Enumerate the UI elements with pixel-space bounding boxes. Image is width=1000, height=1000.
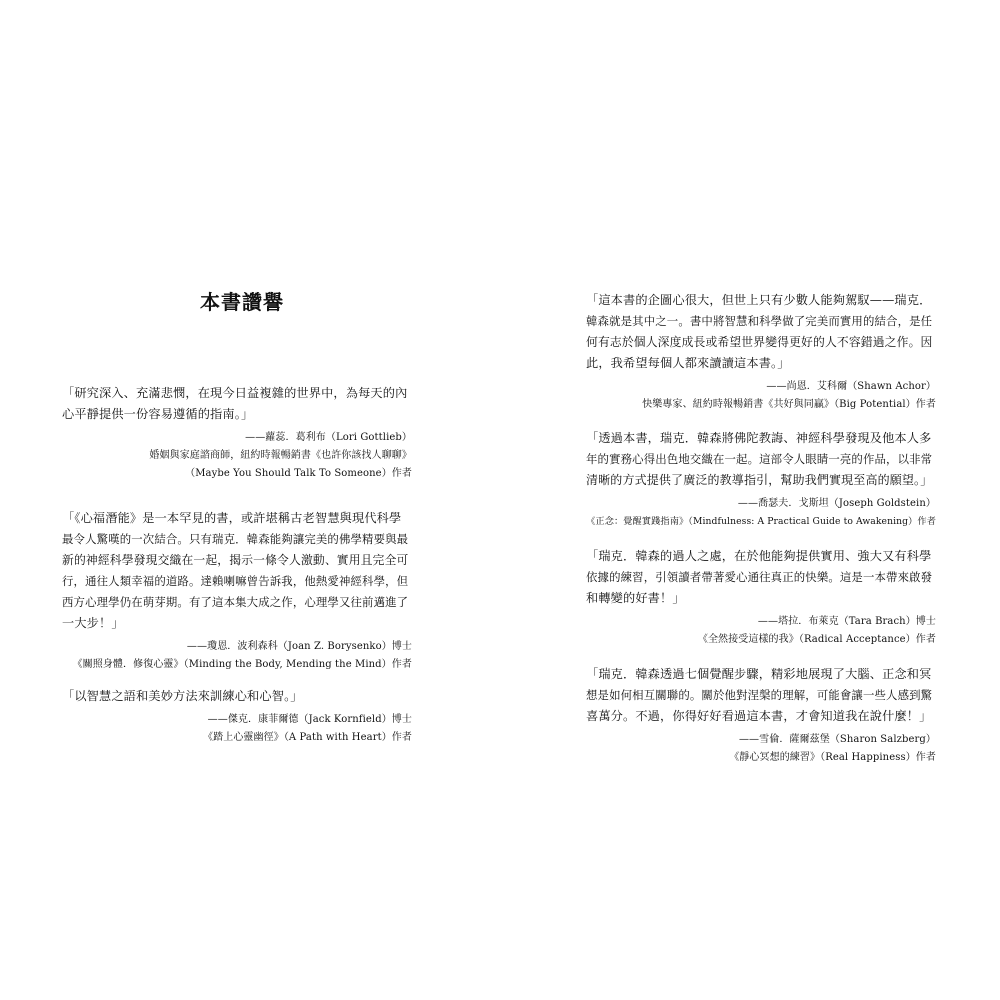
endorsement-gottlieb	[62, 383, 412, 483]
quote-line: 喜萬分。不過，你得好好看過這本書，才會知道我在說什麼！」	[586, 709, 932, 723]
quote-line: 依據的練習，引領讀者帶著愛心通往真正的快樂。這是一本帶來啟發	[586, 570, 933, 584]
attribution-credit: 《正念：覺醒實踐指南》（Mindfulness: A Practical Guide to Awakening）作者	[586, 516, 936, 527]
endorsement-brach	[586, 546, 936, 649]
attribution-name: ——瓊恩．波利森科（Joan Z. Borysenko）博士	[186, 641, 412, 652]
attribution-name: ——傑克．康菲爾德（Jack Kornfield）博士	[207, 714, 412, 725]
attribution-name: ——雪倫．薩爾茲堡（Sharon Salzberg）	[738, 734, 936, 745]
quote-line: 和轉變的好書！」	[586, 591, 685, 605]
attribution-credit: 快樂專家、紐約時報暢銷書《共好與同贏》（Big Potential）作者	[642, 399, 936, 410]
quote-line: 新的神經科學發現交織在一起，揭示一條令人激動、實用且完全可	[62, 553, 409, 567]
endorsement-borysenko	[62, 508, 412, 674]
endorsement-achor	[586, 290, 936, 414]
quote-line: 「瑞克．韓森的過人之處，在於他能夠提供實用、強大又有科學	[586, 549, 932, 563]
endorsement-goldstein	[586, 428, 936, 531]
attribution-credit: （Maybe You Should Talk To Someone）作者	[185, 468, 412, 479]
quote-line: 西方心理學仍在萌芽期。有了這本集大成之作，心理學又往前邁進了	[62, 595, 409, 609]
quote-line: 一大步！」	[62, 616, 124, 630]
quote-line: 想是如何相互關聯的。關於他對涅槃的理解，可能會讓一些人感到驚	[586, 688, 933, 702]
quote-line: 「以智慧之語和美妙方法來訓練心和心智。」	[62, 689, 303, 703]
quote-line: 年的實務心得出色地交織在一起。這部令人眼睛一亮的作品，以非常	[586, 452, 933, 466]
page-title: 本書讚譽	[200, 290, 284, 314]
attribution-name: ——喬瑟夫．戈斯坦（Joseph Goldstein）	[737, 498, 936, 509]
quote-line: 最令人驚嘆的一次結合。只有瑞克．韓森能夠讓完美的佛學精要與最	[62, 532, 409, 546]
quote-line: 心平靜提供一份容易遵循的指南。」	[62, 407, 254, 421]
attribution-credit: 《靜心冥想的練習》（Real Happiness）作者	[729, 752, 936, 763]
quote-line: 「《心福潛能》是一本罕見的書，或許堪稱古老智慧與現代科學	[62, 511, 402, 525]
quote-line: 「這本書的企圖心很大，但世上只有少數人能夠駕馭——瑞克．	[586, 293, 932, 307]
quote-line: 「透過本書，瑞克．韓森將佛陀教誨、神經科學發現及他本人多	[586, 431, 932, 445]
quote-line: 行，通往人類幸福的道路。達賴喇嘛曾告訴我，他熱愛神經科學，但	[62, 574, 409, 588]
attribution-credit: 婚姻與家庭諮商師，紐約時報暢銷書《也許你該找人聊聊》	[149, 450, 412, 461]
endorsement-salzberg	[586, 664, 936, 767]
attribution-name: ——蘿蕊．葛利布（Lori Gottlieb）	[245, 432, 412, 443]
attribution-name: ——尚恩．艾科爾（Shawn Achor）	[766, 381, 936, 392]
quote-line: 「研究深入、充滿悲憫，在現今日益複雜的世界中，為每天的內	[62, 386, 408, 400]
attribution-credit: 《全然接受這樣的我》（Radical Acceptance）作者	[697, 634, 936, 645]
attribution-credit: 《踏上心靈幽徑》（A Path with Heart）作者	[203, 732, 412, 743]
quote-line: 「瑞克．韓森透過七個覺醒步驟，精彩地展現了大腦、正念和冥	[586, 667, 932, 681]
quote-line: 此，我希望每個人都來讀讀這本書。」	[586, 356, 790, 370]
attribution-name: ——塔拉．布萊克（Tara Brach）博士	[757, 616, 936, 627]
quote-line: 何有志於個人深度成長或希望世界變得更好的人不容錯過之作。因	[586, 335, 933, 349]
attribution-credit: 《關照身體．修復心靈》（Minding the Body, Mending the Mind）作者	[72, 659, 412, 670]
endorsement-kornfield	[62, 686, 412, 747]
quote-line: 韓森就是其中之一。書中將智慧和科學做了完美而實用的結合，是任	[586, 314, 933, 328]
quote-line: 清晰的方式提供了廣泛的教導指引，幫助我們實現至高的願望。」	[586, 473, 933, 487]
